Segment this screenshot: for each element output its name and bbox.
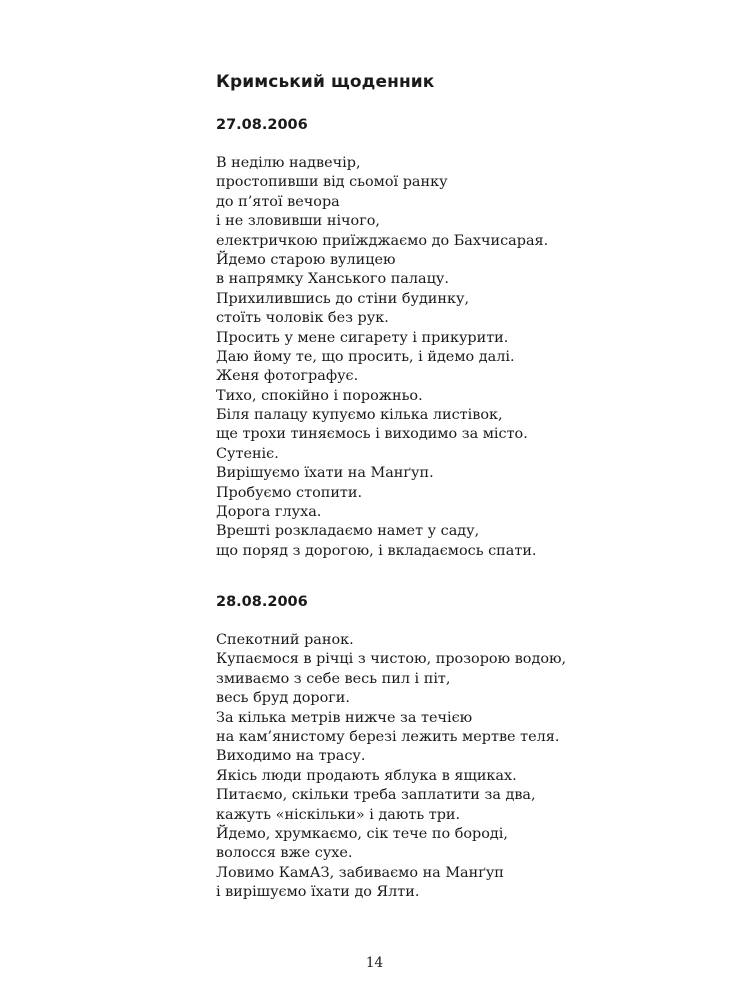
poem-line: Питаємо, скільки треба заплатити за два, <box>216 787 536 804</box>
poem-line: змиваємо з себе весь пил і піт, <box>216 670 451 687</box>
poem-line: Ловимо КамАЗ, забиваємо на Манґуп <box>216 864 504 881</box>
page-number: 14 <box>365 955 384 971</box>
poem-line: весь бруд дороги. <box>216 690 350 707</box>
poem-line: і не зловивши нічого, <box>216 213 381 230</box>
poem-line: простопивши від сьомої ранку <box>216 174 448 191</box>
poem-line: стоїть чоловік без рук. <box>216 310 389 327</box>
poem-line: Вирішуємо їхати на Манґуп. <box>216 465 434 482</box>
entry-date: 27.08.2006 <box>216 117 308 133</box>
poem-line: до п’ятої вечора <box>216 193 340 210</box>
poem-line: Тихо, спокійно і порожньо. <box>216 387 423 404</box>
poem-line: Йдемо старою вулицею <box>216 251 396 268</box>
poem-line: Женя фотографує. <box>216 368 359 385</box>
poem-line: Врешті розкладаємо намет у саду, <box>216 523 480 540</box>
poem-line: Сутеніє. <box>216 445 279 462</box>
poem-line: Просить у мене сигарету і прикурити. <box>216 329 509 346</box>
poem-line: кажуть «ніскільки» і дають три. <box>216 806 461 823</box>
poem-line: волосся вже сухе. <box>216 845 353 862</box>
poem-line: електричкою приїжджаємо до Бахчисарая. <box>216 232 549 249</box>
poem-line: Пробуємо стопити. <box>216 484 363 501</box>
entry-lines <box>216 154 548 561</box>
poem-line: Спекотний ранок. <box>216 632 354 648</box>
diary-entry-2 <box>216 594 566 902</box>
poem-line: що поряд з дорогою, і вкладаємось спати. <box>216 542 537 559</box>
poem-line: і вирішуємо їхати до Ялти. <box>216 884 420 901</box>
entry-lines <box>216 631 566 902</box>
poem-line: В неділю надвечір, <box>216 155 361 171</box>
poem-line: Йдемо, хрумкаємо, сік тече по бороді, <box>216 825 508 842</box>
poem-line: на кам’янистому березі лежить мертве теля. <box>216 728 560 745</box>
poem-line: Прихилившись до стіни будинку, <box>216 290 470 307</box>
diary-entry-1 <box>216 117 548 561</box>
poem-line: Даю йому те, що просить, і йдемо далі. <box>216 348 515 365</box>
poem-line: в напрямку Ханського палацу. <box>216 271 449 288</box>
poem-line: За кілька метрів нижче за течією <box>216 709 473 726</box>
entry-date: 28.08.2006 <box>216 594 308 610</box>
poem-line: Виходимо на трасу. <box>216 748 366 765</box>
poem-line: Якісь люди продають яблука в ящиках. <box>216 767 517 784</box>
poem-line: Купаємося в річці з чистою, прозорою водою, <box>216 651 567 668</box>
page-title: Кримський щоденник <box>216 72 435 92</box>
poem-line: Дорога глуха. <box>216 504 322 521</box>
poem-line: ще трохи тиняємось і виходимо за місто. <box>216 426 528 443</box>
poem-line: Біля палацу купуємо кілька листівок, <box>216 407 503 424</box>
